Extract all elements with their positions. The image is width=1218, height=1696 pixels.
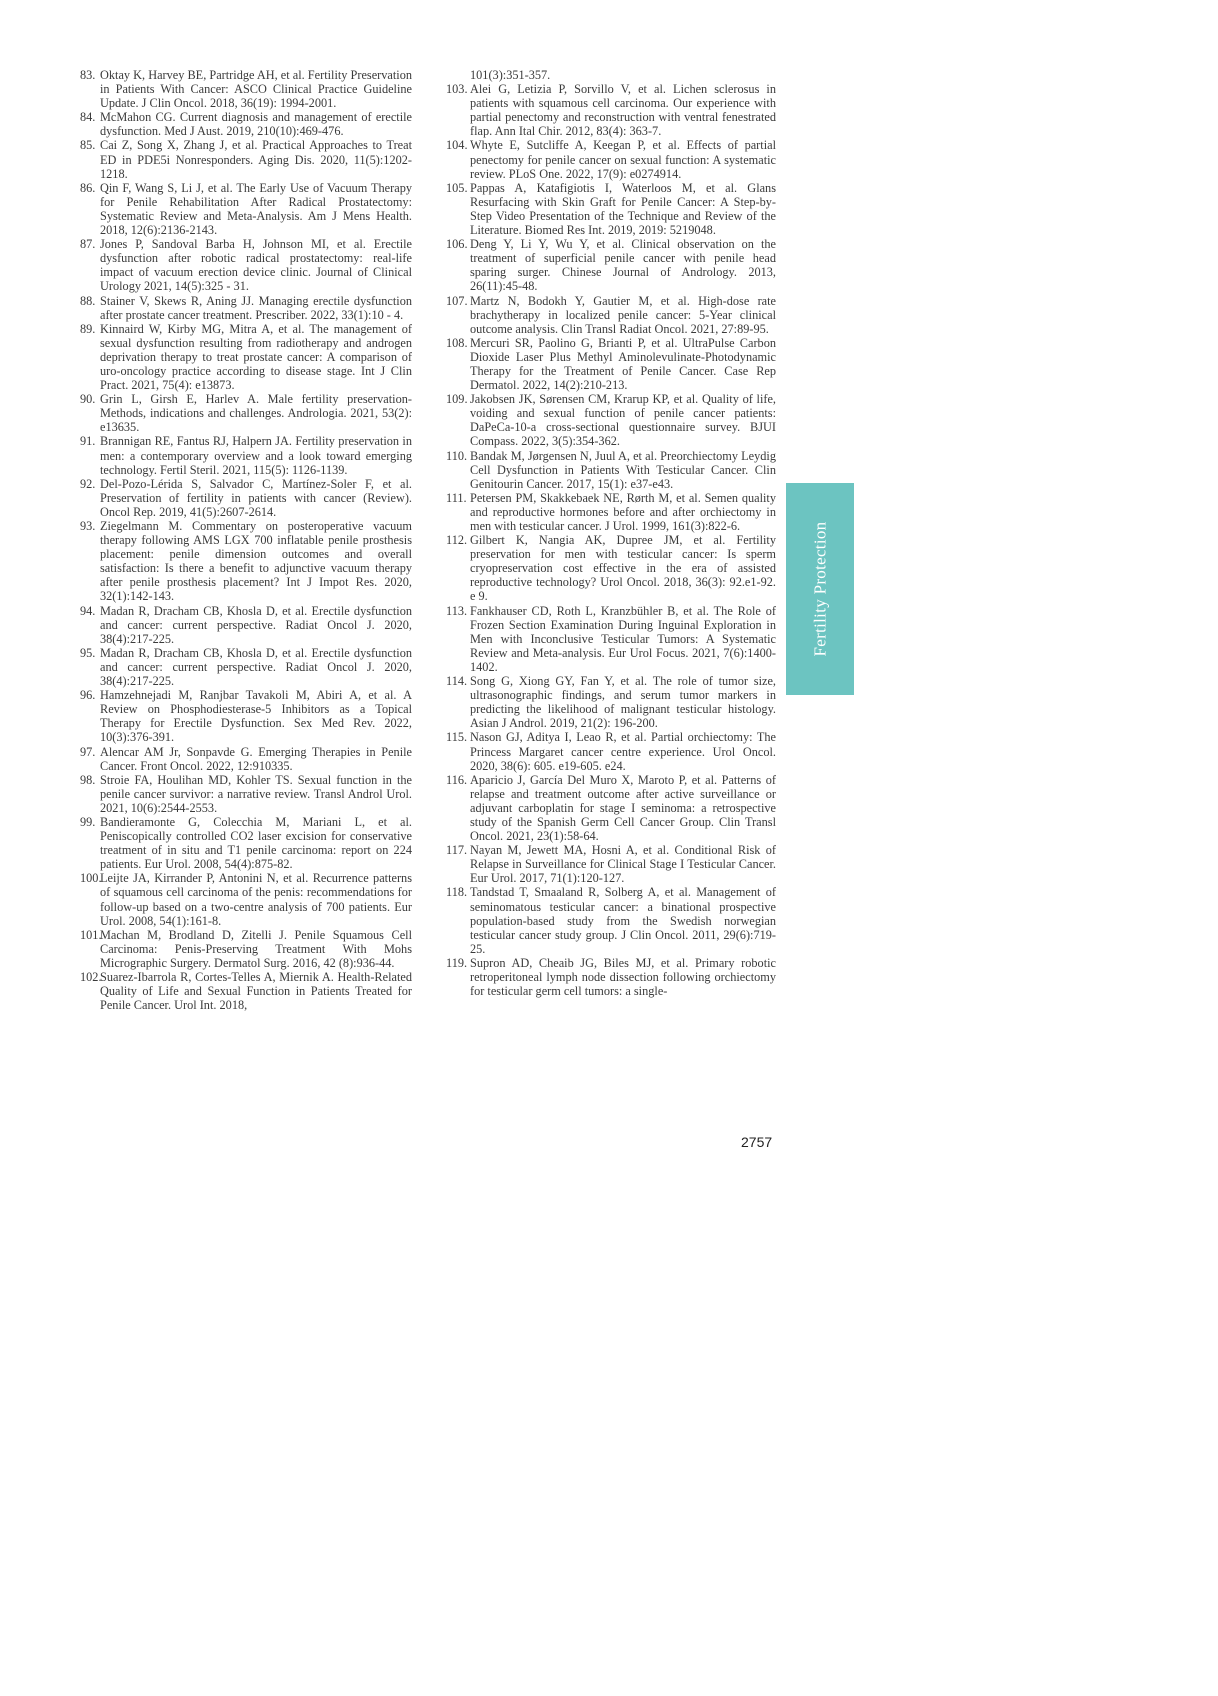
reference-number: 86.	[80, 180, 96, 195]
reference-item	[80, 871, 412, 927]
reference-item	[80, 294, 412, 322]
reference-number: 93.	[80, 519, 96, 533]
reference-text: Jakobsen JK, Sørensen CM, Krarup KP, et al. Quality of life, voiding and sexual function of penile cancer patients: DaPeCa-10-a cross-sectional questionnaire survey. BJUI Compass. 2022, 3(5):354-362.	[470, 392, 776, 449]
reference-number: 97.	[80, 744, 96, 759]
reference-text: McMahon CG. Current diagnosis and management of erectile dysfunction. Med J Aust. 2019, 210(10):469-476.	[100, 110, 412, 139]
reference-item	[446, 533, 776, 603]
reference-number: 119.	[446, 955, 468, 970]
page-number: 2757	[741, 1134, 773, 1150]
reference-item	[446, 674, 776, 730]
reference-item	[80, 604, 412, 646]
reference-item	[446, 491, 776, 533]
reference-number: 114.	[446, 674, 468, 689]
reference-text: Nayan M, Jewett MA, Hosni A, et al. Conditional Risk of Relapse in Surveillance for Clinical Stage I Testicular Cancer. Eur Urol. 2017, 71(1):120-127.	[470, 843, 776, 886]
reference-number: 99.	[80, 814, 96, 829]
reference-item	[446, 82, 776, 138]
reference-text: Stainer V, Skews R, Aning JJ. Managing erectile dysfunction after prostate cancer treatment. Prescriber. 2022, 33(1):10 - 4.	[100, 293, 412, 322]
reference-item	[446, 730, 776, 772]
reference-text: Tandstad T, Smaaland R, Solberg A, et al. Management of seminomatous testicular cancer: a binational prospective population-based study from the Swedish norwegian testicular cancer study group. J Clin Oncol. 2011, 29(6):719-25.	[470, 885, 776, 956]
reference-number: 115.	[446, 730, 468, 745]
reference-number: 104.	[446, 138, 468, 153]
reference-item	[80, 773, 412, 815]
reference-number: 113.	[446, 603, 468, 618]
reference-number: 112.	[446, 533, 468, 548]
reference-number: 91.	[80, 434, 96, 449]
reference-number: 88.	[80, 293, 96, 308]
reference-item	[80, 322, 412, 392]
reference-text: Qin F, Wang S, Li J, et al. The Early Use of Vacuum Therapy for Penile Rehabilitation After Radical Prostatectomy: Systematic Review and Meta-Analysis. Am J Mens Health. 2018, 12(6):2136-2143.	[100, 180, 412, 238]
reference-item	[80, 110, 412, 138]
reference-item	[446, 604, 776, 674]
reference-number: 92.	[80, 476, 96, 491]
reference-text: Song G, Xiong GY, Fan Y, et al. The role of tumor size, ultrasonographic findings, and serum tumor markers in predicting the likelihood of malignant testicular histology. Asian J Androl. 2019, 21(2): 196-200.	[470, 674, 776, 731]
reference-text: Cai Z, Song X, Zhang J, et al. Practical Approaches to Treat ED in PDE5i Nonresponders. Aging Dis. 2020, 11(5):1202-1218.	[100, 138, 412, 181]
reference-number: 103.	[446, 82, 468, 97]
reference-item	[80, 237, 412, 293]
reference-item	[80, 970, 412, 1012]
reference-item	[446, 138, 776, 180]
reference-text: Alei G, Letizia P, Sorvillo V, et al. Lichen sclerosus in patients with squamous cell carcinoma. Our experience with partial penectomy and reconstruction with ventral fenestrated flap. Ann Ital Chir. 2012, 83(4): 363-7.	[470, 82, 776, 139]
reference-item	[80, 181, 412, 237]
reference-number: 85.	[80, 138, 96, 153]
reference-number: 89.	[80, 321, 96, 336]
reference-text: Martz N, Bodokh Y, Gautier M, et al. High-dose rate brachytherapy in localized penile cancer: 5-Year clinical outcome analysis. Clin Transl Radiat Oncol. 2021, 27:89-95.	[470, 293, 776, 336]
reference-text: Mercuri SR, Paolino G, Brianti P, et al. UltraPulse Carbon Dioxide Laser Plus Methyl Aminolevulinate-Photodynamic Therapy for the Treatment of Penile Cancer. Case Rep Dermatol. 2022, 14(2):210-213.	[470, 335, 776, 393]
reference-text: Hamzehnejadi M, Ranjbar Tavakoli M, Abiri A, et al. A Review on Phosphodiesterase-5 Inhibitors as a Topical Therapy for Erectile Dysfunction. Sex Med Rev. 2022, 10(3):376-391.	[100, 688, 412, 745]
reference-text: Bandak M, Jørgensen N, Juul A, et al. Preorchiectomy Leydig Cell Dysfunction in Patients With Testicular Cancer. Clin Genitourin Cancer. 2017, 15(1): e37-e43.	[470, 448, 776, 491]
reference-number: 117.	[446, 843, 468, 858]
reference-text: Leijte JA, Kirrander P, Antonini N, et al. Recurrence patterns of squamous cell carcinoma of the penis: recommendations for follow-up based on a two-centre analysis of 700 patients. Eur Urol. 2008, 54(1):161-8.	[100, 871, 412, 928]
reference-item	[446, 449, 776, 491]
reference-item	[446, 294, 776, 336]
reference-text: Brannigan RE, Fantus RJ, Halpern JA. Fertility preservation in men: a contemporary overview and a look toward emerging technology. Fertil Steril. 2021, 115(5): 1126-1139.	[100, 434, 412, 477]
reference-text: Petersen PM, Skakkebaek NE, Rørth M, et al. Semen quality and reproductive hormones before and after orchiectomy in men with testicular cancer. J Urol. 1999, 161(3):822-6.	[470, 490, 776, 533]
reference-number: 83.	[80, 68, 96, 82]
reference-item	[446, 885, 776, 955]
reference-item	[80, 815, 412, 871]
reference-number: 102.	[80, 970, 102, 984]
reference-text: Suarez-Ibarrola R, Cortes-Telles A, Miernik A. Health-Related Quality of Life and Sexual Function in Patients Treated for Penile Cancer. Urol Int. 2018,	[100, 970, 412, 1013]
reference-item	[446, 237, 776, 293]
reference-item	[80, 434, 412, 476]
reference-number: 106.	[446, 237, 468, 252]
reference-continuation: 101(3):351-357.	[470, 68, 551, 82]
reference-text: Stroie FA, Houlihan MD, Kohler TS. Sexual function in the penile cancer survivor: a narrative review. Transl Androl Urol. 2021, 10(6):2544-2553.	[100, 772, 412, 815]
reference-text: Grin L, Girsh E, Harlev A. Male fertility preservation-Methods, indications and challenges. Andrologia. 2021, 53(2): e13635.	[100, 392, 412, 435]
reference-item	[80, 646, 412, 688]
reference-item	[80, 477, 412, 519]
reference-item	[80, 688, 412, 744]
reference-item	[446, 773, 776, 843]
reference-text: Bandieramonte G, Colecchia M, Mariani L, et al. Peniscopically controlled CO2 laser excision for conservative treatment of in situ and T1 penile carcinoma: report on 224 patients. Eur Urol. 2008, 54(4):875-82.	[100, 814, 412, 872]
references-right-column	[446, 68, 776, 998]
section-side-tab	[786, 483, 854, 695]
reference-text: Deng Y, Li Y, Wu Y, et al. Clinical observation on the treatment of superficial penile cancer with penile head sparing surger. Chinese Journal of Andrology. 2013, 26(11):45-48.	[470, 237, 776, 294]
reference-text: Gilbert K, Nangia AK, Dupree JM, et al. Fertility preservation for men with testicular cancer: Is sperm cryopreservation cost effective in the era of assisted reproductive technology? Urol Oncol. 2018, 36(3): 92.e1-92. e 9.	[470, 533, 776, 604]
reference-text: Kinnaird W, Kirby MG, Mitra A, et al. The management of sexual dysfunction resulting from radiotherapy and androgen deprivation therapy to treat prostate cancer: A comparison of uro-oncology practice according to disease stage. Int J Clin Pract. 2021, 75(4): e13873.	[100, 321, 412, 393]
reference-number: 116.	[446, 772, 468, 787]
reference-text: Ziegelmann M. Commentary on posteroperative vacuum therapy following AMS LGX 700 inflatable penile prosthesis placement: penile dimension outcomes and overall satisfaction: Is there a benefit to adjunctive vacuum therapy after penile prosthesis placement? Int J Impot Res. 2020, 32(1):142-143.	[100, 519, 412, 604]
reference-number: 107.	[446, 293, 468, 308]
reference-number: 90.	[80, 392, 96, 407]
reference-text: Del-Pozo-Lérida S, Salvador C, Martínez-Soler F, et al. Preservation of fertility in patients with cancer (Review). Oncol Rep. 2019, 41(5):2607-2614.	[100, 476, 412, 519]
section-side-tab-label: Fertility Protection	[810, 521, 829, 657]
reference-text: Madan R, Dracham CB, Khosla D, et al. Erectile dysfunction and cancer: current perspective. Radiat Oncol J. 2020, 38(4):217-225.	[100, 645, 412, 689]
reference-item	[446, 336, 776, 392]
reference-text: Madan R, Dracham CB, Khosla D, et al. Erectile dysfunction and cancer: current perspective. Radiat Oncol J. 2020, 38(4):217-225.	[100, 603, 412, 646]
reference-text: Pappas A, Katafigiotis I, Waterloos M, et al. Glans Resurfacing with Skin Graft for Penile Cancer: A Step-by-Step Video Presentation of the Technique and Review of the Literature. Biomed Res Int. 2019, 2019: 5219048.	[470, 180, 776, 238]
reference-number: 105.	[446, 180, 468, 195]
reference-item	[80, 68, 412, 110]
reference-text: Supron AD, Cheaib JG, Biles MJ, et al. Primary robotic retroperitoneal lymph node dissection following orchiectomy for testicular germ cell tumors: a single-	[470, 955, 776, 999]
reference-text: Jones P, Sandoval Barba H, Johnson MI, et al. Erectile dysfunction after robotic radical prostatectomy: real-life impact of vacuum erection device clinic. Journal of Clinical Urology 2021, 14(5):325 - 31.	[100, 237, 412, 294]
reference-item	[80, 745, 412, 773]
reference-number: 87.	[80, 237, 96, 252]
reference-number: 94.	[80, 603, 96, 618]
reference-text: Alencar AM Jr, Sonpavde G. Emerging Therapies in Penile Cancer. Front Oncol. 2022, 12:910335.	[100, 744, 412, 773]
reference-text: Fankhauser CD, Roth L, Kranzbühler B, et al. The Role of Frozen Section Examination During Inguinal Exploration in Men with Inconclusive Testicular Tumors: A Systematic Review and Meta-analysis. Eur Urol Focus. 2021, 7(6):1400-1402.	[470, 603, 776, 674]
reference-item	[80, 138, 412, 180]
reference-item	[446, 956, 776, 998]
reference-text: Oktay K, Harvey BE, Partridge AH, et al. Fertility Preservation in Patients With Cancer: ASCO Clinical Practice Guideline Update. J Clin Oncol. 2018, 36(19): 1994-2001.	[100, 68, 412, 111]
reference-number: 110.	[446, 448, 468, 463]
reference-number: 95.	[80, 645, 96, 660]
references-left-column	[80, 68, 412, 1012]
reference-number: 101.	[80, 927, 102, 942]
reference-text: Aparicio J, García Del Muro X, Maroto P, et al. Patterns of relapse and treatment outcome after active surveillance or adjuvant carboplatin for stage I seminoma: a retrospective study of the Spanish Germ Cell Cancer Group. Clin Transl Oncol. 2021, 23(1):58-64.	[470, 772, 776, 844]
reference-number: 84.	[80, 110, 96, 125]
reference-number: 96.	[80, 688, 96, 703]
reference-number: 118.	[446, 885, 468, 900]
reference-number: 98.	[80, 772, 96, 787]
reference-number: 109.	[446, 392, 468, 407]
reference-text: Machan M, Brodland D, Zitelli J. Penile Squamous Cell Carcinoma: Penis-Preserving Treatment With Mohs Micrographic Surgery. Dermatol Surg. 2016, 42 (8):936-44.	[100, 927, 412, 970]
reference-item	[446, 181, 776, 237]
reference-number: 100.	[80, 871, 102, 886]
reference-item	[80, 928, 412, 970]
reference-text: Nason GJ, Aditya I, Leao R, et al. Partial orchiectomy: The Princess Margaret cancer centre experience. Urol Oncol. 2020, 38(6): 605. e19-605. e24.	[470, 730, 776, 773]
reference-item	[446, 392, 776, 448]
reference-number: 108.	[446, 335, 468, 350]
reference-item	[446, 843, 776, 885]
reference-item	[80, 519, 412, 604]
reference-item	[80, 392, 412, 434]
reference-text: Whyte E, Sutcliffe A, Keegan P, et al. Effects of partial penectomy for penile cancer on sexual function: A systematic review. PLoS One. 2022, 17(9): e0274914.	[470, 138, 776, 181]
reference-number: 111.	[446, 490, 467, 505]
